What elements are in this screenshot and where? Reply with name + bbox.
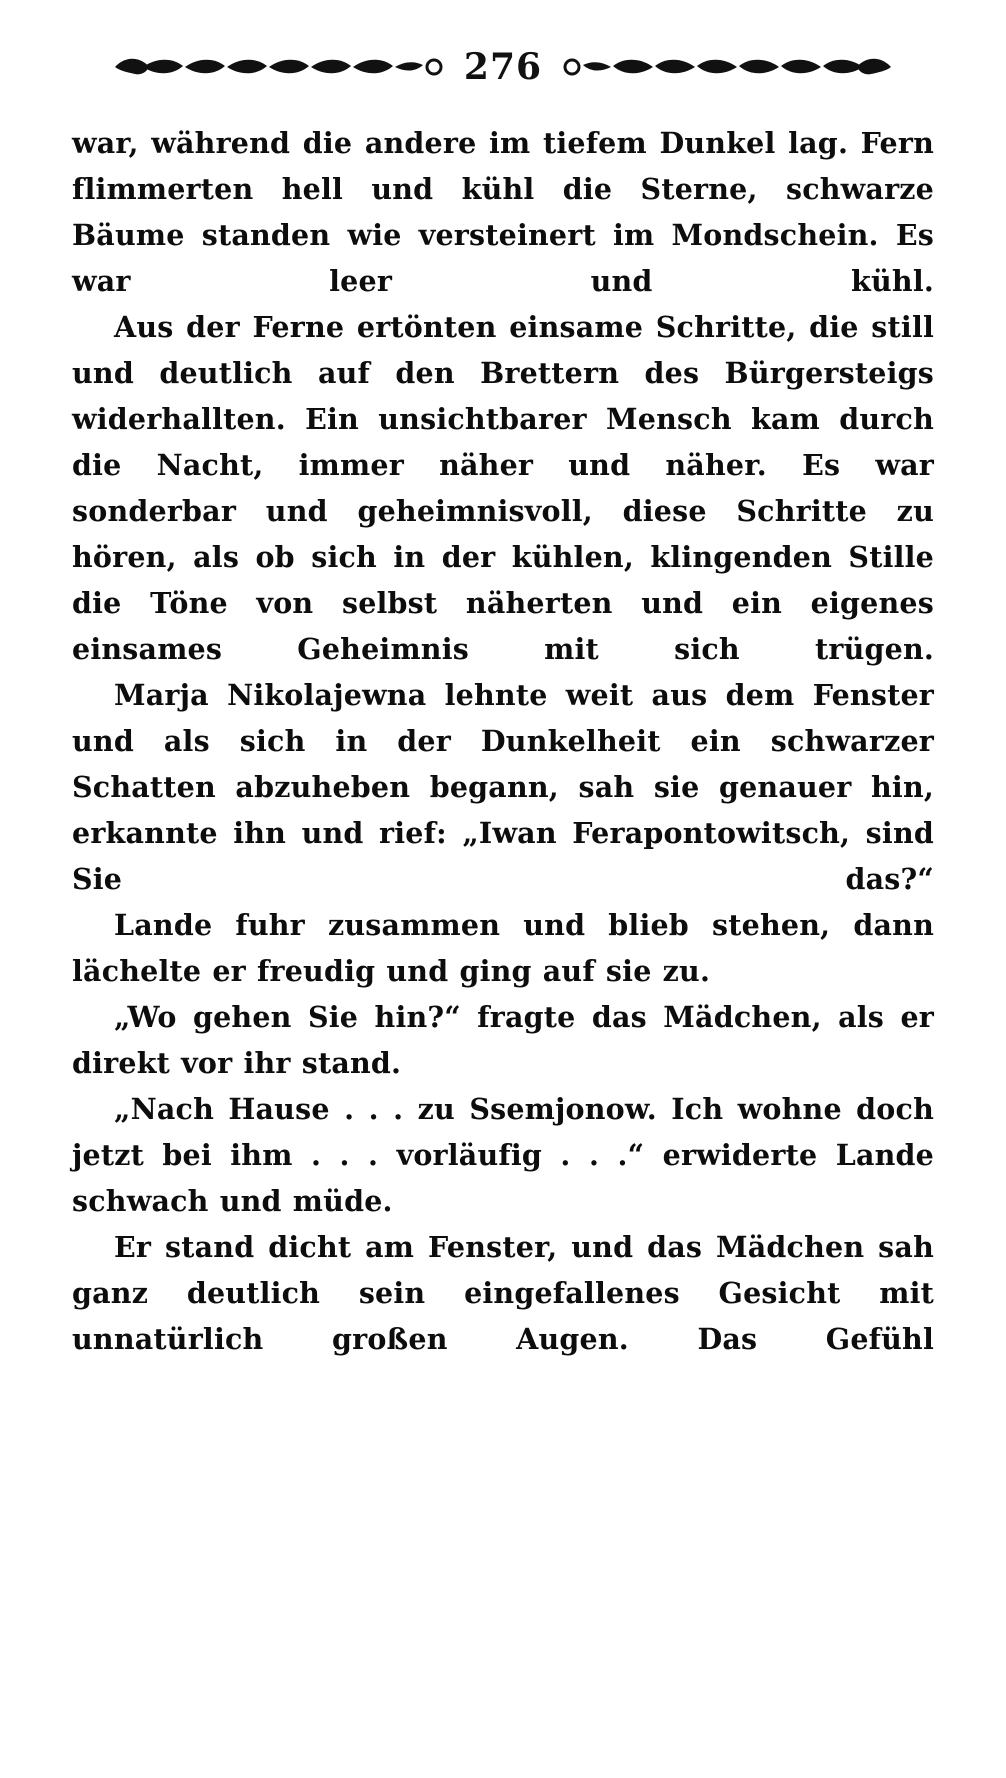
page-body	[72, 120, 934, 1362]
flourish-ornament-right-icon	[563, 54, 893, 80]
paragraph: Marja Nikolajewna lehnte weit aus dem Fenster und als sich in der Dunkelheit ein schwarzer Schatten abzuheben begann, sah sie genauer hin, erkannte ihn und rief: „Iwan Ferapontowitsch, sind Sie das?“	[72, 678, 934, 896]
page-number: 276	[463, 46, 543, 88]
flourish-ornament-left-icon	[113, 54, 443, 80]
paragraph: Aus der Ferne ertönten einsame Schritte, die still und deutlich auf den Brettern des Bürgersteigs widerhallten. Ein unsichtbarer Mensch kam durch die Nacht, immer näher und näher. Es war sonderbar und geheimnisvoll, diese Schritte zu hören, als ob sich in der kühlen, klingenden Stille die Töne von selbst näherten und ein eigenes einsames Geheimnis mit sich trügen.	[72, 310, 934, 666]
paragraph: Er stand dicht am Fenster, und das Mädchen sah ganz deutlich sein eingefallenes Gesicht mit unnatürlich großen Augen. Das Gefühl	[72, 1230, 934, 1356]
paragraph: war, während die andere im tiefem Dunkel lag. Fern flimmerten hell und kühl die Sterne, schwarze Bäume standen wie versteinert im Mondschein. Es war leer und kühl.	[72, 126, 934, 298]
paragraph: Lande fuhr zusammen und blieb stehen, dann lächelte er freudig und ging auf sie zu.	[72, 908, 934, 988]
page-header	[70, 44, 936, 90]
paragraph: „Wo gehen Sie hin?“ fragte das Mädchen, als er direkt vor ihr stand.	[72, 1000, 934, 1080]
paragraph: „Nach Hause . . . zu Ssemjonow. Ich wohne doch jetzt bei ihm . . . vorläufig . . .“ erwiderte Lande schwach und müde.	[72, 1092, 934, 1218]
